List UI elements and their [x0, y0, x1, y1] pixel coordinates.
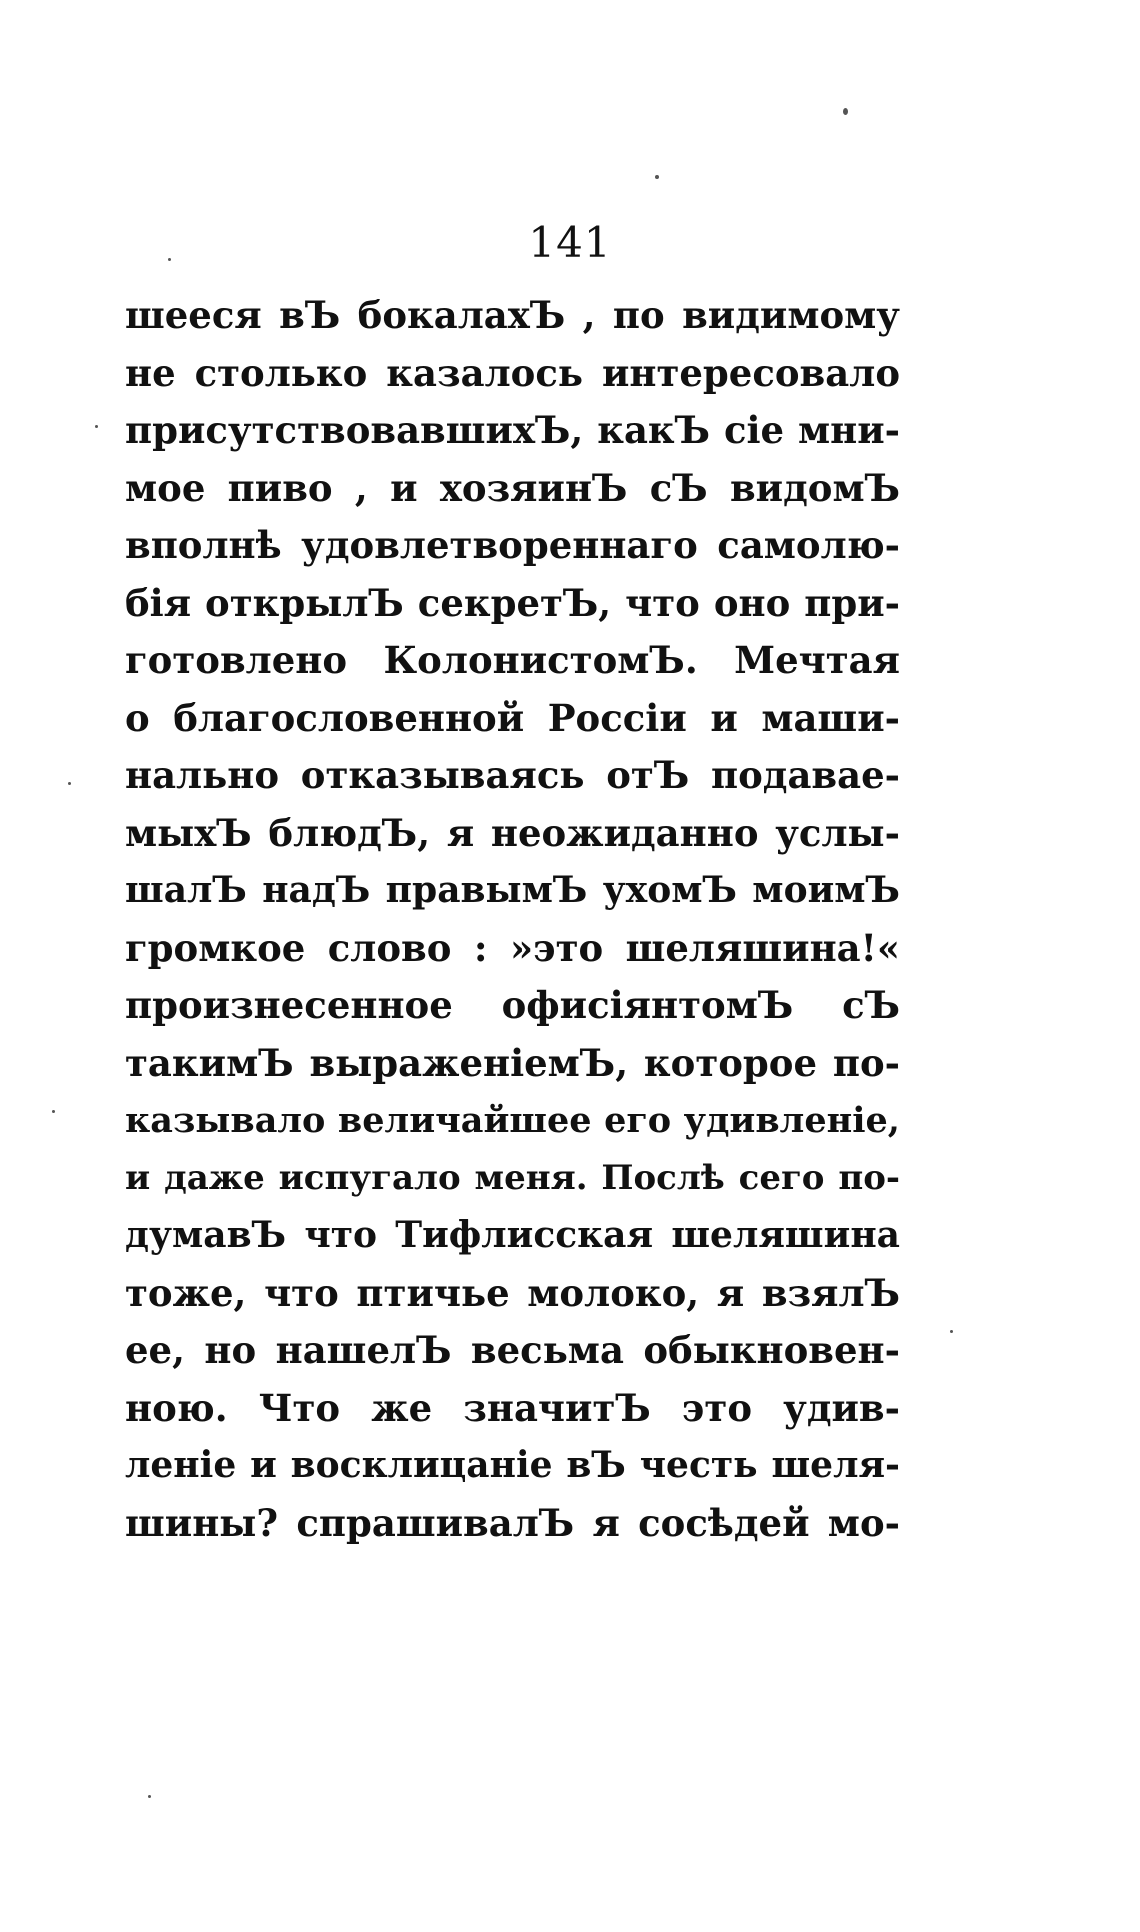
text-line: казывало величайшее его удивленіе,	[125, 1100, 900, 1141]
paper-speck	[655, 175, 659, 179]
body-text	[125, 287, 900, 1552]
paper-speck	[52, 1110, 55, 1113]
text-line: о благословенной Россіи и маши-	[125, 695, 900, 740]
paper-speck	[843, 108, 848, 115]
text-line: мое пиво , и хозяинЪ сЪ видомЪ	[125, 465, 900, 510]
paper-speck	[68, 782, 71, 785]
text-line: громкое слово : »это шеляшина!«	[125, 925, 900, 970]
text-line: думавЪ что Тифлисская шеляшина	[125, 1214, 900, 1256]
text-line: мыхЪ блюдЪ, я неожиданно услы-	[125, 810, 900, 855]
text-line: произнесенное офисіянтомЪ сЪ	[125, 983, 900, 1027]
text-line: такимЪ выраженіемЪ, которое по-	[125, 1040, 900, 1085]
text-line: леніе и восклицаніе вЪ честь шеля-	[125, 1444, 900, 1486]
text-line: ее, но нашелЪ весьма обыкновен-	[125, 1328, 900, 1372]
text-line: присутствовавшихЪ, какЪ сіе мни-	[125, 408, 900, 452]
text-line: нально отказываясь отЪ подавае-	[125, 753, 900, 797]
text-line: готовлено КолонистомЪ. Мечтая	[125, 638, 900, 682]
text-line: шалЪ надЪ правымЪ ухомЪ моимЪ	[125, 869, 900, 911]
paper-speck	[148, 1795, 151, 1798]
text-line: не столько казалось интересовало	[125, 350, 900, 395]
text-line: тоже, что птичье молоко, я взялЪ	[125, 1270, 900, 1315]
text-line: бія открылЪ секретЪ, что оно при-	[125, 580, 900, 625]
text-line: шины? спрашивалЪ я сосѣдей мо-	[125, 1500, 900, 1545]
text-line: ною. Что же значитЪ это удив-	[125, 1385, 900, 1430]
text-line: вполнѣ удовлетвореннаго самолю-	[125, 523, 900, 567]
text-line: и даже испугало меня. Послѣ сего по-	[125, 1157, 900, 1198]
page-number: 141	[528, 218, 612, 267]
paper-speck	[950, 1330, 953, 1333]
paper-speck	[95, 425, 98, 428]
text-line: шееся вЪ бокалахЪ , по видимому	[125, 293, 900, 337]
